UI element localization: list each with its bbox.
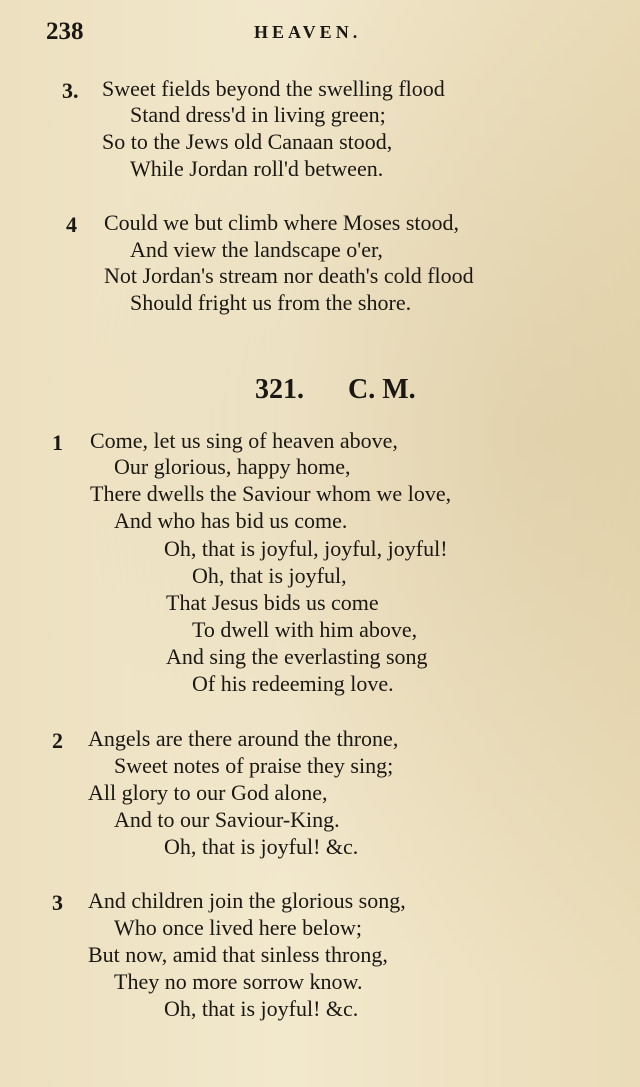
- hymn-meter: C. M.: [348, 374, 416, 405]
- verse-line: They no more sorrow know.: [114, 969, 363, 994]
- stanza-number: 1: [52, 430, 63, 455]
- verse-line: And view the landscape o'er,: [130, 237, 383, 262]
- stanza-number: 3: [52, 890, 63, 915]
- verse-line: Come, let us sing of heaven above,: [90, 428, 398, 453]
- verse-line: And children join the glorious song,: [88, 888, 406, 913]
- verse-line: Could we but climb where Moses stood,: [104, 210, 460, 235]
- chorus-line: Oh, that is joyful,: [192, 563, 347, 588]
- stanza-number: 2: [52, 728, 63, 753]
- verse-line: Who once lived here below;: [114, 915, 363, 940]
- verse-line: Should fright us from the shore.: [130, 290, 412, 315]
- chorus-line: To dwell with him above,: [192, 617, 418, 642]
- verse-line: Stand dress'd in living green;: [130, 102, 386, 127]
- stanza-number: 4: [66, 212, 77, 237]
- hymn-number: 321.: [255, 374, 304, 405]
- chorus-line: Oh, that is joyful! &c.: [164, 834, 359, 859]
- page-number: 238: [46, 18, 84, 45]
- stanza-number: 3.: [62, 78, 79, 103]
- verse-line: Sweet fields beyond the swelling flood: [102, 76, 445, 101]
- verse-line: Our glorious, happy home,: [114, 454, 351, 479]
- chorus-line: Of his redeeming love.: [192, 671, 394, 696]
- chorus-line: Oh, that is joyful! &c.: [164, 996, 359, 1021]
- chorus-line: And sing the everlasting song: [166, 644, 428, 669]
- verse-line: Sweet notes of praise they sing;: [114, 753, 394, 778]
- verse-line: And who has bid us come.: [114, 508, 348, 533]
- chorus-line: That Jesus bids us come: [166, 590, 379, 615]
- verse-line: Angels are there around the throne,: [88, 726, 399, 751]
- verse-line: There dwells the Saviour whom we love,: [90, 481, 452, 506]
- verse-line: So to the Jews old Canaan stood,: [102, 129, 393, 154]
- verse-line: While Jordan roll'd between.: [130, 156, 384, 181]
- verse-line: And to our Saviour-King.: [114, 807, 340, 832]
- running-head: HEAVEN.: [254, 22, 362, 42]
- chorus-line: Oh, that is joyful, joyful, joyful!: [164, 536, 448, 561]
- verse-line: Not Jordan's stream nor death's cold flood: [104, 263, 474, 288]
- verse-line: But now, amid that sinless throng,: [88, 942, 388, 967]
- verse-line: All glory to our God alone,: [88, 780, 328, 805]
